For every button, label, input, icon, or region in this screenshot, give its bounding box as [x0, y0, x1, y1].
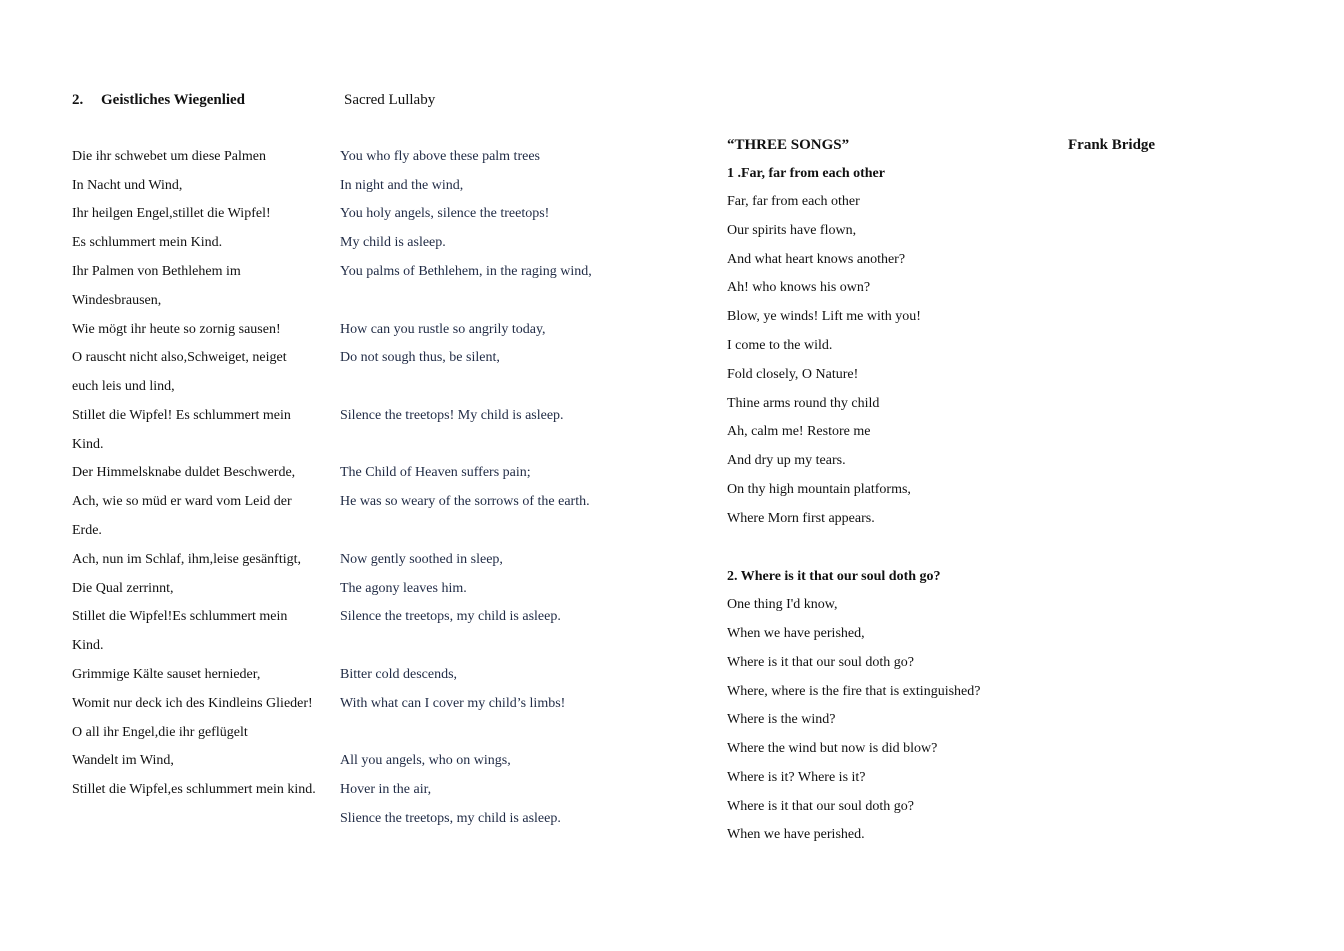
- english-line: The Child of Heaven suffers pain;: [340, 465, 531, 480]
- german-line: O rauscht nicht also,Schweiget, neiget: [72, 350, 287, 365]
- english-line: Bitter cold descends,: [340, 667, 458, 682]
- lyric-line: Ah, calm me! Restore me: [727, 424, 871, 439]
- german-line: Ihr Palmen von Bethlehem im: [72, 264, 241, 279]
- english-line: Silence the treetops! My child is asleep.: [340, 408, 564, 423]
- english-line: My child is asleep.: [340, 235, 446, 250]
- german-title: Geistliches Wiegenlied: [101, 92, 246, 108]
- german-line: Windesbrausen,: [72, 293, 162, 308]
- german-line: Wie mögt ihr heute so zornig sausen!: [72, 322, 281, 337]
- lyric-line: Fold closely, O Nature!: [727, 367, 859, 382]
- english-line: Silence the treetops, my child is asleep.: [340, 609, 561, 624]
- lyric-line: Where Morn first appears.: [727, 511, 875, 526]
- english-line: How can you rustle so angrily today,: [340, 322, 546, 337]
- lyric-line: Our spirits have flown,: [727, 223, 857, 238]
- lyric-line: Blow, ye winds! Lift me with you!: [727, 309, 921, 324]
- german-line: Kind.: [72, 638, 104, 653]
- german-line: Grimmige Kälte sauset hernieder,: [72, 667, 261, 682]
- german-line: O all ihr Engel,die ihr geflügelt: [72, 725, 248, 740]
- german-line: Erde.: [72, 523, 102, 538]
- german-line: Womit nur deck ich des Kindleins Glieder!: [72, 696, 313, 711]
- german-line: Ihr heilgen Engel,stillet die Wipfel!: [72, 206, 271, 221]
- german-line: Ach, nun im Schlaf, ihm,leise gesänftigt,: [72, 552, 302, 567]
- lyric-line: Ah! who knows his own?: [727, 280, 871, 295]
- german-line: Der Himmelsknabe duldet Beschwerde,: [72, 465, 296, 480]
- lyric-line: Where is it? Where is it?: [727, 770, 866, 785]
- german-line: Stillet die Wipfel,es schlummert mein kind.: [72, 782, 316, 797]
- english-line: Hover in the air,: [340, 782, 432, 797]
- composer-name: Frank Bridge: [1068, 137, 1156, 153]
- english-title: Sacred Lullaby: [344, 92, 436, 108]
- lyric-line: Where is it that our soul doth go?: [727, 799, 915, 814]
- english-line: Do not sough thus, be silent,: [340, 350, 500, 365]
- lyric-line: Far, far from each other: [727, 194, 860, 209]
- german-line: Die ihr schwebet um diese Palmen: [72, 149, 267, 164]
- english-line: All you angels, who on wings,: [340, 753, 511, 768]
- lyric-line: I come to the wild.: [727, 338, 833, 353]
- english-line: The agony leaves him.: [340, 581, 467, 596]
- song-number: 2.: [72, 92, 84, 108]
- german-line: Stillet die Wipfel!Es schlummert mein: [72, 609, 288, 624]
- german-line: In Nacht und Wind,: [72, 178, 183, 193]
- english-line: He was so weary of the sorrows of the earth.: [340, 494, 590, 509]
- lyric-line: When we have perished,: [727, 626, 865, 641]
- lyric-line: Where is it that our soul doth go?: [727, 655, 915, 670]
- english-line: You who fly above these palm trees: [340, 149, 540, 164]
- german-line: Kind.: [72, 437, 104, 452]
- german-line: euch leis und lind,: [72, 379, 175, 394]
- lyric-line: And dry up my tears.: [727, 453, 846, 468]
- english-line: You holy angels, silence the treetops!: [340, 206, 550, 221]
- english-line: Now gently soothed in sleep,: [340, 552, 503, 567]
- english-line: You palms of Bethlehem, in the raging wind,: [340, 264, 592, 279]
- song2-title: 2. Where is it that our soul doth go?: [727, 569, 941, 584]
- german-line: Wandelt im Wind,: [72, 753, 174, 768]
- collection-title: “THREE SONGS”: [727, 137, 850, 153]
- lyric-line: And what heart knows another?: [727, 252, 906, 267]
- english-line: In night and the wind,: [340, 178, 464, 193]
- lyric-line: Where the wind but now is did blow?: [727, 741, 938, 756]
- song1-title: 1 .Far, far from each other: [727, 166, 885, 181]
- german-line: Es schlummert mein Kind.: [72, 235, 223, 250]
- lyric-line: Thine arms round thy child: [727, 396, 880, 411]
- german-line: Ach, wie so müd er ward vom Leid der: [72, 494, 292, 509]
- lyric-line: When we have perished.: [727, 827, 865, 842]
- german-line: Stillet die Wipfel! Es schlummert mein: [72, 408, 291, 423]
- english-line: Slience the treetops, my child is asleep.: [340, 811, 561, 826]
- english-line: With what can I cover my child’s limbs!: [340, 696, 566, 711]
- lyric-line: On thy high mountain platforms,: [727, 482, 911, 497]
- lyric-line: Where, where is the fire that is extinguished?: [727, 684, 981, 699]
- lyric-line: Where is the wind?: [727, 712, 836, 727]
- german-line: Die Qual zerrinnt,: [72, 581, 174, 596]
- lyric-line: One thing I'd know,: [727, 597, 838, 612]
